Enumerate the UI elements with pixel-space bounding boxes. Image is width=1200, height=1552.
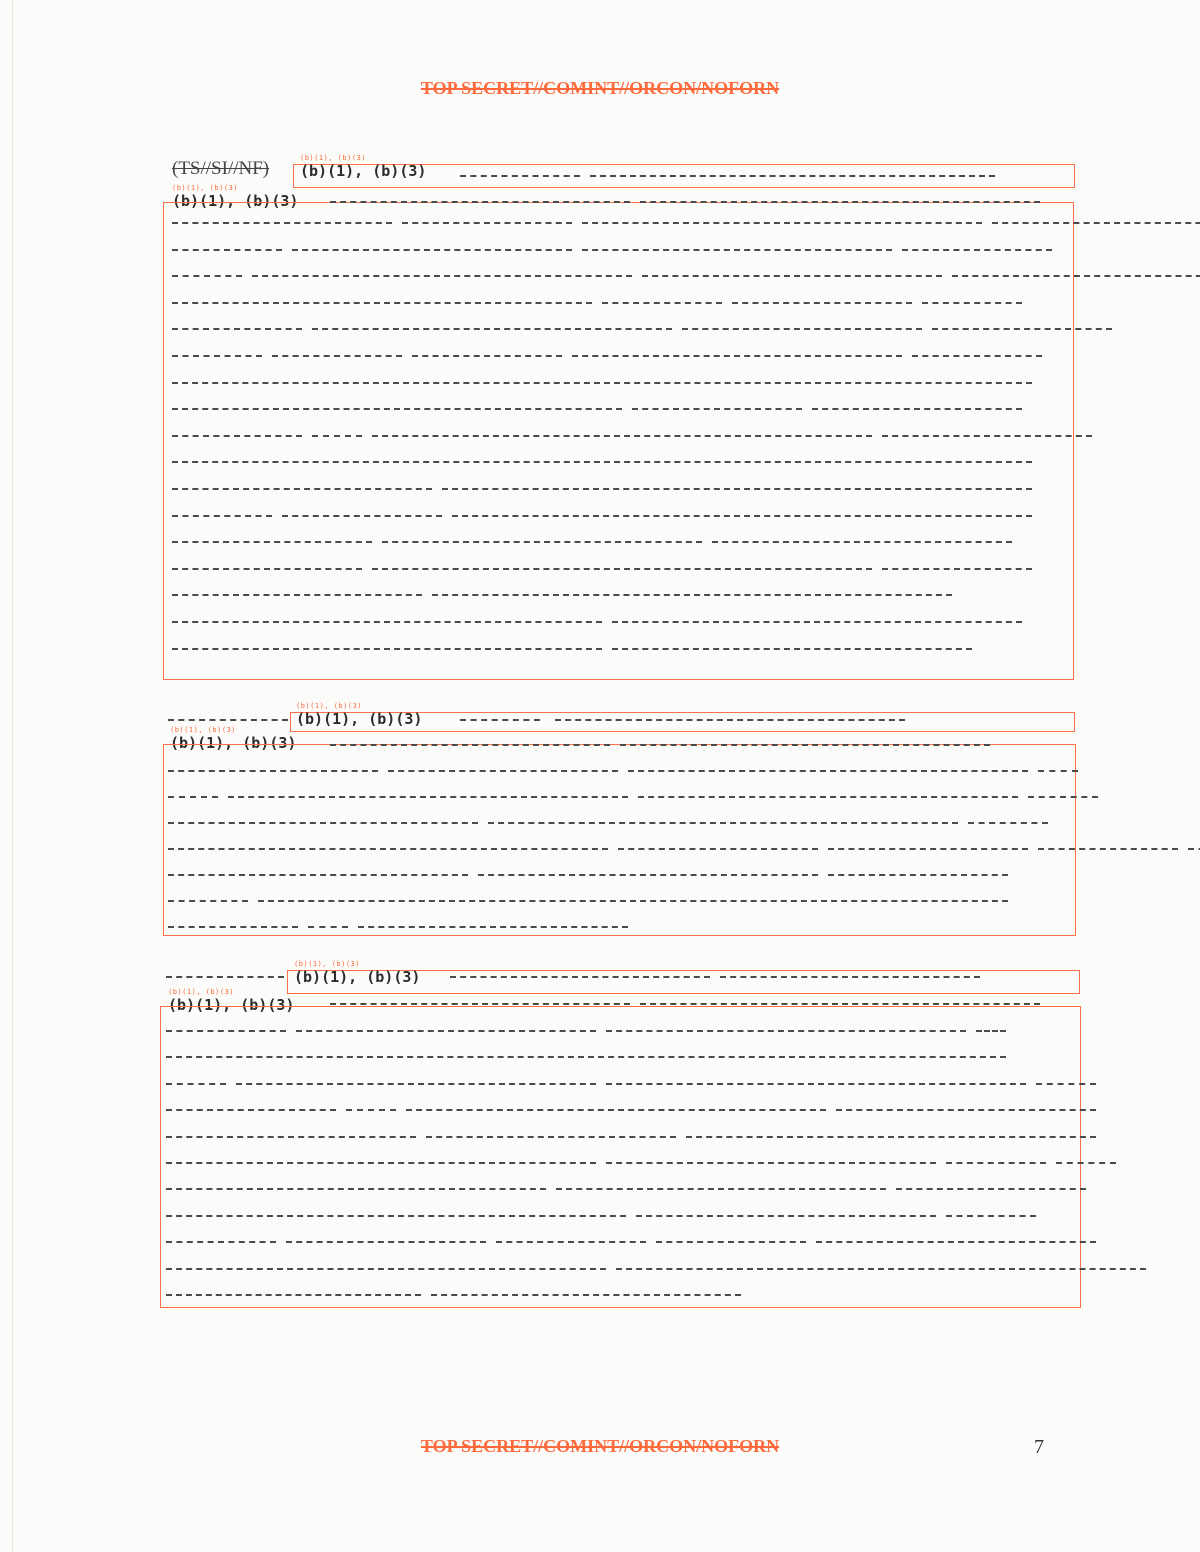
redacted-line-segment: [460, 175, 580, 177]
redacted-line-segment: [330, 744, 610, 746]
redacted-line-segment: [460, 719, 540, 721]
redacted-line-segment: [172, 568, 362, 570]
redacted-line-segment: [166, 1056, 1006, 1058]
redacted-line-segment: [992, 222, 1200, 224]
redacted-line-segment: [382, 541, 702, 543]
redacted-line-segment: [166, 1215, 626, 1217]
redaction-label-sup: (b)(1), (b)(3): [172, 184, 239, 192]
redaction-box-body-2: [163, 744, 1076, 936]
redacted-line-segment: [388, 770, 618, 772]
redaction-label-sup: (b)(1), (b)(3): [294, 960, 361, 968]
redacted-line-segment: [312, 328, 672, 330]
redacted-line-segment: [296, 1030, 596, 1032]
redacted-line-segment: [412, 355, 562, 357]
redacted-line-segment: [712, 541, 1012, 543]
redacted-line-segment: [628, 770, 1028, 772]
redacted-line-segment: [620, 744, 990, 746]
redacted-line-segment: [612, 621, 1022, 623]
redacted-line-segment: [252, 275, 632, 277]
redacted-line-segment: [172, 461, 1032, 463]
redacted-line-segment: [236, 1083, 596, 1085]
redacted-line-segment: [606, 1162, 936, 1164]
redacted-line-segment: [1038, 848, 1178, 850]
redacted-line-segment: [168, 719, 288, 721]
redacted-line-segment: [1188, 848, 1200, 850]
redacted-line-segment: [172, 328, 302, 330]
redacted-line-segment: [1036, 1083, 1096, 1085]
redacted-line-segment: [172, 275, 242, 277]
redacted-line-segment: [172, 355, 262, 357]
redacted-line-segment: [902, 249, 1052, 251]
redaction-label-sup: (b)(1), (b)(3): [296, 702, 363, 710]
redacted-line-segment: [882, 568, 1032, 570]
redacted-line-segment: [286, 1241, 486, 1243]
redacted-line-segment: [640, 1003, 1040, 1005]
redacted-line-segment: [638, 796, 1018, 798]
redacted-line-segment: [642, 275, 942, 277]
redacted-line-segment: [168, 926, 298, 928]
redacted-line-segment: [346, 1109, 396, 1111]
redacted-line-segment: [1028, 796, 1098, 798]
redaction-box-body-1: [163, 202, 1074, 680]
redacted-line-segment: [166, 1030, 286, 1032]
redacted-line-segment: [172, 382, 1032, 384]
redacted-line-segment: [166, 1162, 596, 1164]
redacted-line-segment: [330, 201, 630, 203]
redacted-line-segment: [172, 249, 282, 251]
redacted-line-segment: [166, 976, 284, 978]
redaction-label-sup: (b)(1), (b)(3): [170, 726, 237, 734]
redacted-line-segment: [166, 1188, 546, 1190]
redacted-line-segment: [478, 874, 818, 876]
redacted-line-segment: [432, 594, 952, 596]
redaction-label-body-3: (b)(1), (b)(3) (b)(1), (b)(3): [168, 988, 295, 1014]
redacted-line-segment: [282, 515, 442, 517]
redacted-line-segment: [258, 900, 1008, 902]
page-number: 7: [1034, 1436, 1044, 1458]
redacted-line-segment: [606, 1030, 966, 1032]
redacted-line-segment: [442, 488, 1032, 490]
redacted-line-segment: [836, 1109, 1096, 1111]
redacted-line-segment: [828, 874, 1008, 876]
redacted-line-segment: [431, 1294, 741, 1296]
redacted-line-segment: [372, 568, 872, 570]
scan-margin-line: [12, 0, 13, 1552]
redacted-line-segment: [308, 926, 348, 928]
redacted-line-segment: [602, 302, 722, 304]
redaction-label-sup: (b)(1), (b)(3): [168, 988, 235, 996]
redaction-label-body-2: (b)(1), (b)(3) (b)(1), (b)(3): [170, 726, 297, 752]
redacted-line-segment: [372, 435, 872, 437]
portion-marking: (TS//SI//NF): [172, 158, 270, 179]
redacted-line-segment: [168, 770, 378, 772]
redacted-line-segment: [488, 822, 958, 824]
redacted-line-segment: [640, 201, 1040, 203]
redaction-label-sup: (b)(1), (b)(3): [300, 154, 367, 162]
redacted-line-segment: [968, 822, 1048, 824]
redacted-line-segment: [686, 1136, 1096, 1138]
redacted-line-segment: [946, 1162, 1046, 1164]
redacted-line-segment: [912, 355, 1042, 357]
redacted-line-segment: [168, 796, 218, 798]
redacted-line-segment: [496, 1241, 646, 1243]
redacted-line-segment: [1038, 770, 1078, 772]
redacted-line-segment: [166, 1294, 421, 1296]
redacted-line-segment: [636, 1215, 936, 1217]
redacted-line-segment: [172, 541, 372, 543]
redacted-line-segment: [168, 848, 608, 850]
footer-classification: TOP SECRET//COMINT//ORCON/NOFORN: [420, 1436, 780, 1456]
redaction-label-title-3: (b)(1), (b)(3) (b)(1), (b)(3): [294, 960, 421, 986]
redacted-line-segment: [732, 302, 912, 304]
redacted-line-segment: [168, 822, 478, 824]
redacted-line-segment: [618, 848, 818, 850]
redacted-line-segment: [1056, 1162, 1116, 1164]
redacted-line-segment: [272, 355, 402, 357]
redacted-line-segment: [292, 249, 572, 251]
redacted-line-segment: [590, 175, 995, 177]
redacted-line-segment: [406, 1109, 826, 1111]
redacted-line-segment: [358, 926, 628, 928]
redacted-line-segment: [932, 328, 1112, 330]
redacted-line-segment: [450, 976, 710, 978]
redacted-line-segment: [812, 408, 1022, 410]
redacted-line-segment: [402, 222, 572, 224]
redacted-line-segment: [168, 900, 248, 902]
redacted-line-segment: [556, 1188, 886, 1190]
redacted-line-segment: [828, 848, 1028, 850]
redaction-box-body-3: [160, 1006, 1081, 1308]
redacted-line-segment: [312, 435, 362, 437]
redacted-line-segment: [555, 719, 905, 721]
redacted-line-segment: [166, 1268, 606, 1270]
redacted-line-segment: [816, 1241, 1096, 1243]
redacted-line-segment: [330, 1003, 630, 1005]
redacted-line-segment: [168, 874, 468, 876]
redacted-line-segment: [606, 1083, 1026, 1085]
redacted-line-segment: [172, 408, 622, 410]
redacted-line-segment: [172, 222, 392, 224]
redacted-line-segment: [572, 355, 902, 357]
redacted-line-segment: [172, 648, 602, 650]
redacted-line-segment: [616, 1268, 1146, 1270]
redacted-line-segment: [426, 1136, 676, 1138]
redacted-line-segment: [612, 648, 972, 650]
redacted-line-segment: [172, 594, 422, 596]
redaction-label-title-2: (b)(1), (b)(3) (b)(1), (b)(3): [296, 702, 423, 728]
redaction-label-title-1: (b)(1), (b)(3) (b)(1), (b)(3): [300, 154, 427, 180]
redacted-line-segment: [952, 275, 1200, 277]
redacted-line-segment: [172, 302, 592, 304]
redacted-line-segment: [166, 1136, 416, 1138]
redacted-line-segment: [172, 488, 432, 490]
redacted-line-segment: [682, 328, 922, 330]
redacted-line-segment: [452, 515, 1032, 517]
redacted-line-segment: [172, 621, 602, 623]
header-classification: TOP SECRET//COMINT//ORCON/NOFORN: [420, 78, 780, 98]
redacted-line-segment: [582, 222, 982, 224]
redacted-line-segment: [656, 1241, 806, 1243]
redacted-line-segment: [922, 302, 1022, 304]
redacted-line-segment: [166, 1109, 336, 1111]
redacted-line-segment: [896, 1188, 1086, 1190]
redaction-label-body-1: (b)(1), (b)(3) (b)(1), (b)(3): [172, 184, 299, 210]
redacted-line-segment: [228, 796, 628, 798]
redacted-line-segment: [976, 1030, 1006, 1032]
redacted-line-segment: [166, 1083, 226, 1085]
redacted-line-segment: [166, 1241, 276, 1243]
redacted-line-segment: [946, 1215, 1036, 1217]
redacted-line-segment: [172, 435, 302, 437]
redacted-line-segment: [582, 249, 892, 251]
redacted-line-segment: [720, 976, 980, 978]
redacted-line-segment: [632, 408, 802, 410]
redacted-line-segment: [882, 435, 1092, 437]
redacted-line-segment: [172, 515, 272, 517]
